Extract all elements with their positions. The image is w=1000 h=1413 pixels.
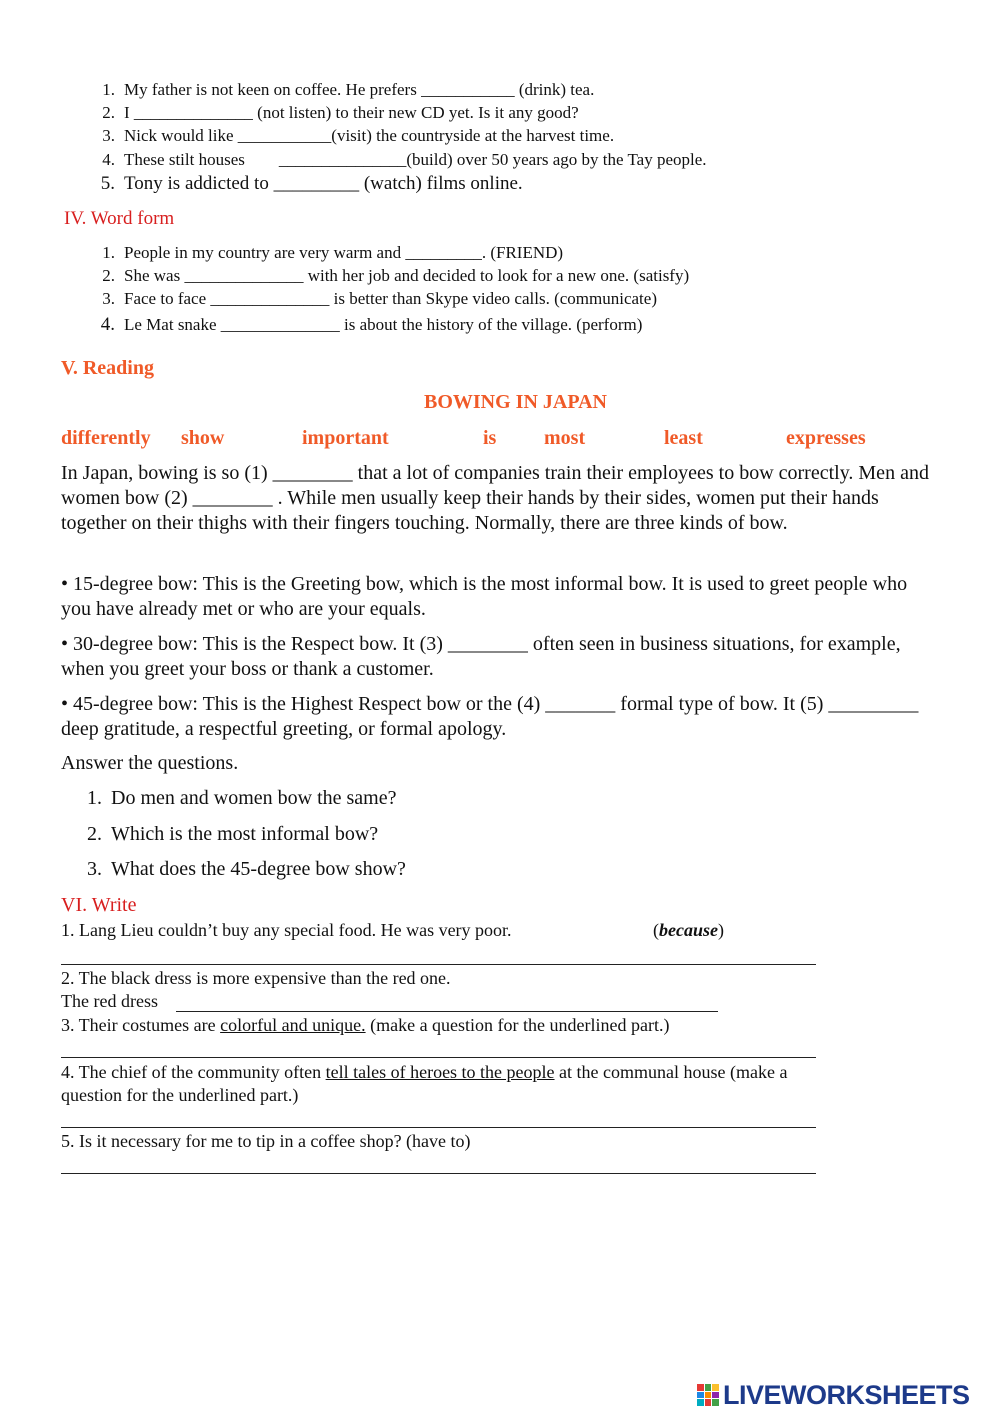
section-heading-reading: V. Reading bbox=[61, 357, 154, 379]
list-item: 2. I ______________ (not listen) to their new CD yet. Is it any good? bbox=[102, 103, 579, 122]
list-item: 3. Face to face ______________ is better than Skype video calls. (communicate) bbox=[102, 289, 657, 308]
word-bank-item: show bbox=[181, 427, 225, 449]
list-item: 1. My father is not keen on coffee. He prefers ___________ (drink) tea. bbox=[102, 80, 595, 99]
answer-prompt: Answer the questions. bbox=[61, 752, 239, 774]
word-bank-item: differently bbox=[61, 427, 151, 449]
list-item: 1. People in my country are very warm and _________. (FRIEND) bbox=[102, 243, 564, 262]
word-bank bbox=[0, 427, 1000, 453]
answer-line bbox=[61, 1127, 816, 1128]
reading-bullet: • 30-degree bow: This is the Respect bow. It (3) ________ often seen in business situations, for example, when you greet your boss or thank a customer. bbox=[61, 633, 901, 680]
word-bank-item: least bbox=[664, 427, 703, 449]
word-bank-item: important bbox=[302, 427, 389, 449]
reading-bullet: • 45-degree bow: This is the Highest Respect bow or the (4) _______ formal type of bow. It (5) _________ deep gratitude, a respectful greeting, or formal apology. bbox=[61, 693, 919, 740]
write-item-1-hint: (because) bbox=[653, 920, 724, 940]
word-bank-item: is bbox=[483, 427, 497, 449]
list-item: 4. Le Mat snake ______________ is about the history of the village. (perform) bbox=[100, 314, 643, 335]
logo-mark-icon bbox=[697, 1384, 719, 1406]
write-item-3: 3. Their costumes are colorful and unique. (make a question for the underlined part.) bbox=[61, 1015, 670, 1035]
answer-line bbox=[61, 1173, 816, 1174]
write-item-1: 1. Lang Lieu couldn’t buy any special food. He was very poor. bbox=[61, 920, 512, 940]
answer-line bbox=[61, 1057, 816, 1058]
word-bank-item: most bbox=[544, 427, 586, 449]
logo-text: LIVEWORKSHEETS bbox=[723, 1379, 970, 1410]
reading-paragraph: In Japan, bowing is so (1) ________ that a lot of companies train their employees to bow correctly. Men and women bow (2) ________ . While men usually keep their hands by their sides, women put their hands together on their thighs with their fingers touching. Normally, there are three kinds of bow. bbox=[61, 462, 929, 534]
word-bank-item: expresses bbox=[786, 427, 866, 449]
answer-line bbox=[61, 964, 816, 965]
list-item: 3. What does the 45-degree bow show? bbox=[87, 858, 406, 880]
list-item: 2. Which is the most informal bow? bbox=[87, 823, 379, 845]
section-heading-write: VI. Write bbox=[61, 894, 137, 916]
write-item-4: 4. The chief of the community often tell tales of heroes to the people at the communal house (make a bbox=[61, 1062, 788, 1082]
write-item-5: 5. Is it necessary for me to tip in a coffee shop? (have to) bbox=[61, 1131, 471, 1151]
answer-line bbox=[176, 1011, 718, 1012]
list-item: 2. She was ______________ with her job and decided to look for a new one. (satisfy) bbox=[102, 266, 690, 285]
list-item: 1. Do men and women bow the same? bbox=[87, 787, 397, 809]
reading-bullet: • 15-degree bow: This is the Greeting bow, which is the most informal bow. It is used to greet people who you have already met or who are your equals. bbox=[61, 573, 908, 620]
section-heading-word-form: IV. Word form bbox=[64, 208, 175, 229]
list-item: 4. These stilt houses _______________(build) over 50 years ago by the Tay people. bbox=[102, 150, 707, 169]
liveworksheets-logo bbox=[697, 1381, 970, 1409]
reading-title: BOWING IN JAPAN bbox=[424, 391, 607, 413]
write-item-4-cont: question for the underlined part.) bbox=[61, 1085, 299, 1105]
list-item: 3. Nick would like ___________(visit) the countryside at the harvest time. bbox=[102, 126, 615, 145]
write-item-2-prefix: The red dress bbox=[61, 991, 158, 1011]
list-item: 5. Tony is addicted to _________ (watch) films online. bbox=[100, 173, 523, 194]
write-item-2: 2. The black dress is more expensive than the red one. bbox=[61, 968, 451, 988]
